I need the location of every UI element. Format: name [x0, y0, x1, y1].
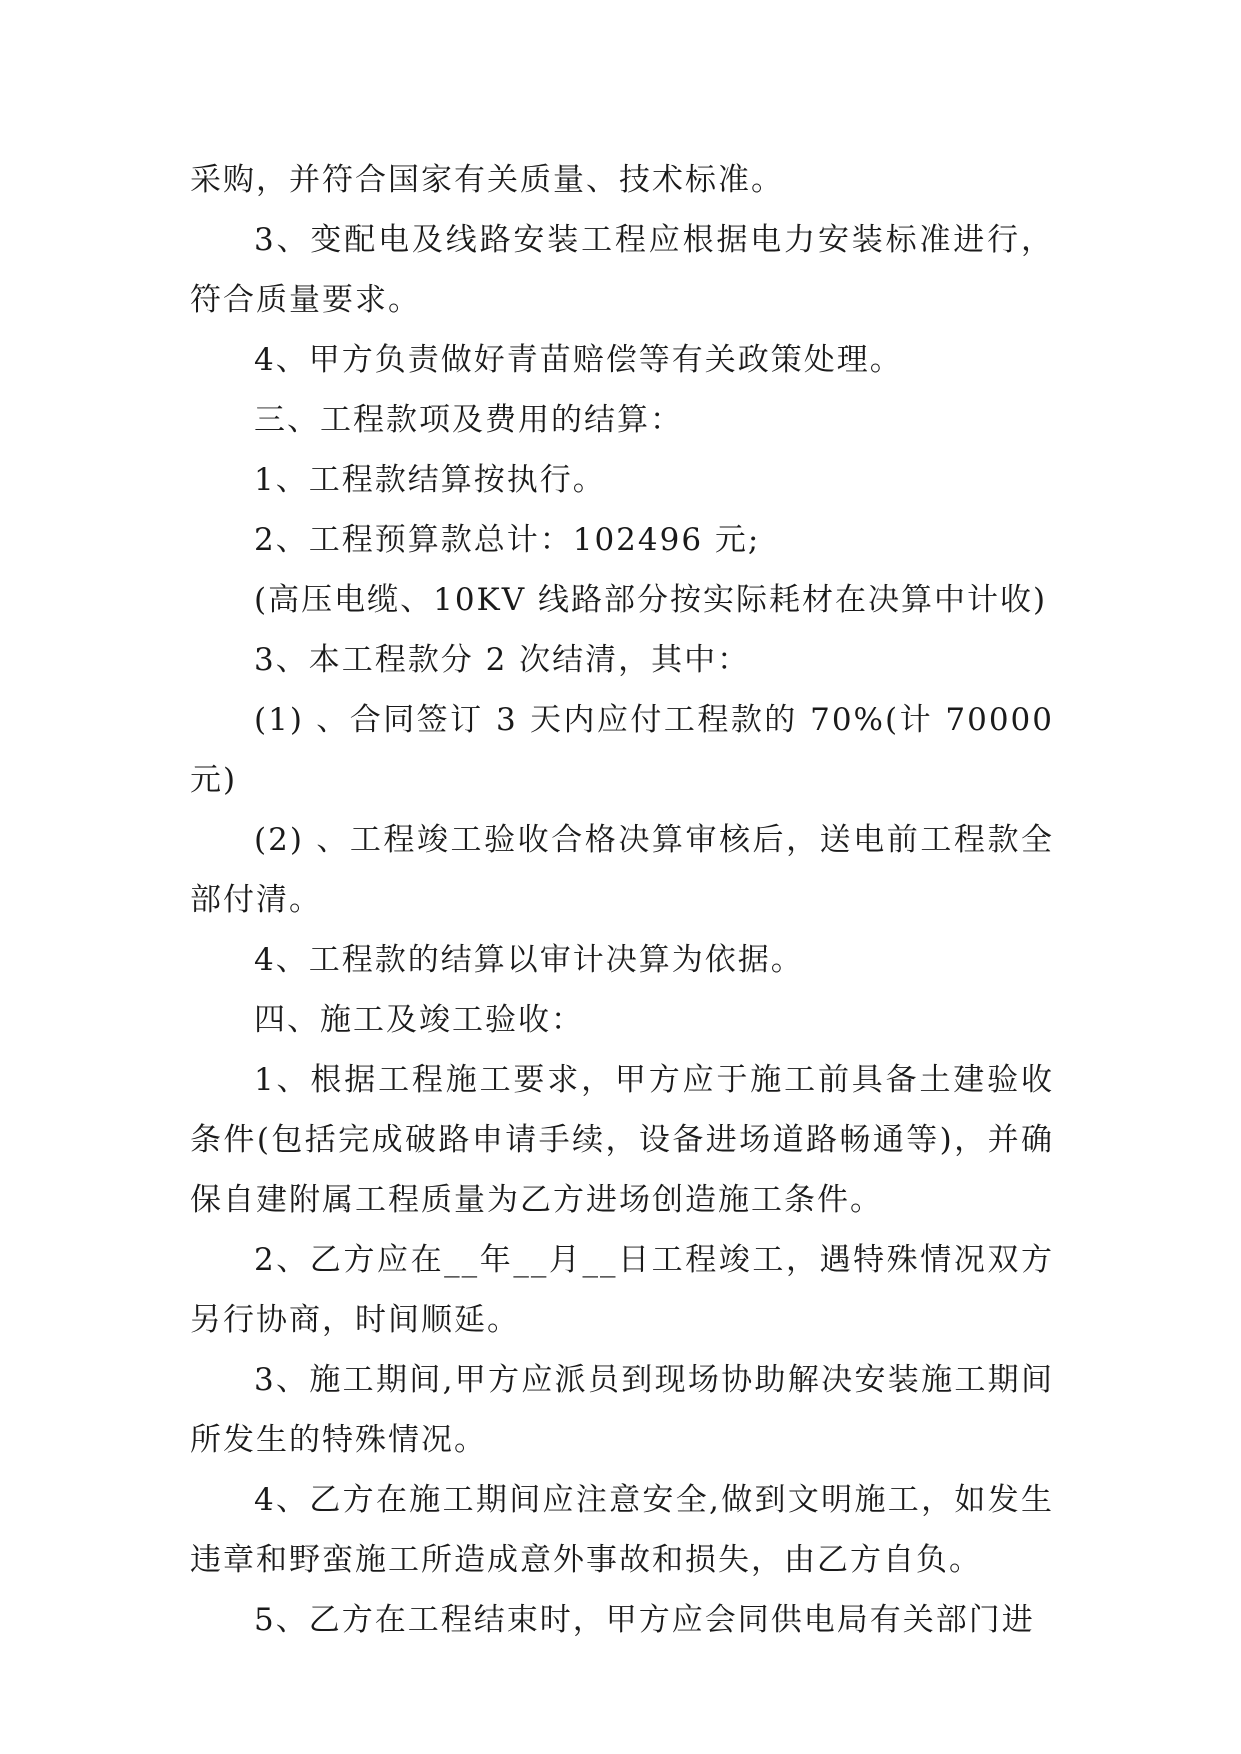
paragraph: 1、工程款结算按执行。 [254, 462, 606, 498]
paragraph: 4、乙方在施工期间应注意安全,做到文明施工，如发生违章和野蛮施工所造成意外事故和损失，由乙方自负。 [190, 1482, 1054, 1578]
paragraph: (2) 、工程竣工验收合格决算审核后，送电前工程款全部付清。 [190, 822, 1054, 918]
paragraph: 1、根据工程施工要求，甲方应于施工前具备土建验收条件(包括完成破路申请手续，设备进场道路畅通等)，并确保自建附属工程质量为乙方进场创造施工条件。 [190, 1062, 1054, 1218]
paragraph: 3、本工程款分 2 次结清，其中： [254, 642, 751, 678]
paragraph: 5、乙方在工程结束时，甲方应会同供电局有关部门进 [254, 1602, 1035, 1638]
paragraph: 4、工程款的结算以审计决算为依据。 [254, 942, 804, 978]
document-body [190, 150, 1054, 1650]
paragraph: (1) 、合同签订 3 天内应付工程款的 70%(计 70000 元) [190, 702, 1054, 798]
paragraph: 3、变配电及线路安装工程应根据电力安装标准进行，符合质量要求。 [190, 222, 1054, 318]
paragraph: 2、乙方应在__年__月__日工程竣工，遇特殊情况双方另行协商，时间顺延。 [190, 1242, 1054, 1338]
paragraph: 3、施工期间,甲方应派员到现场协助解决安装施工期间所发生的特殊情况。 [190, 1362, 1054, 1458]
section-heading: 四、施工及竣工验收： [254, 1002, 584, 1038]
section-heading: 三、工程款项及费用的结算： [254, 402, 683, 438]
paragraph: 2、工程预算款总计：102496 元; [254, 522, 761, 558]
paragraph: 采购，并符合国家有关质量、技术标准。 [190, 162, 784, 198]
paragraph: (高压电缆、10KV 线路部分按实际耗材在决算中计收) [254, 582, 1048, 618]
paragraph: 4、甲方负责做好青苗赔偿等有关政策处理。 [254, 342, 903, 378]
